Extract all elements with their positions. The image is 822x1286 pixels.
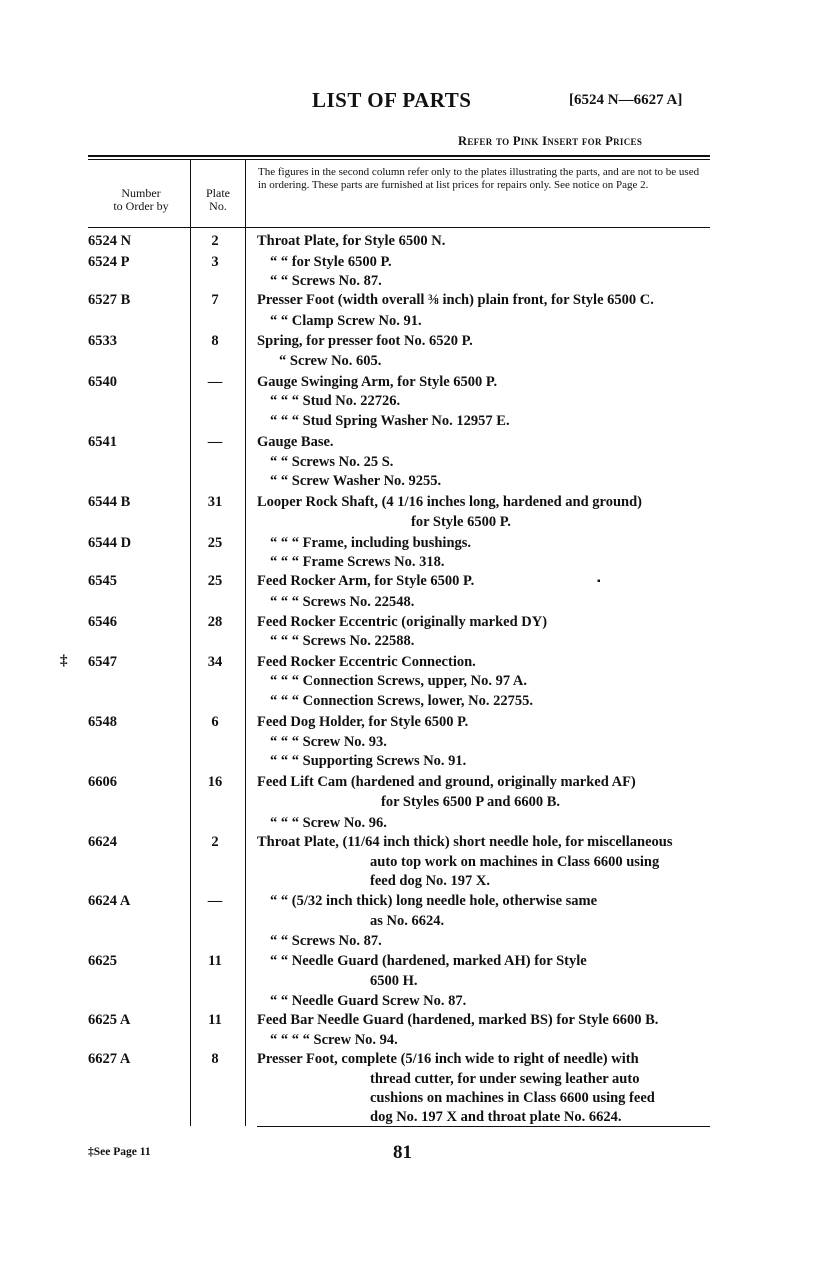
plate-number: 8 — [211, 1051, 219, 1067]
plate-number: 7 — [211, 292, 219, 308]
plate-number: 25 — [207, 535, 223, 551]
part-description: Feed Dog Holder, for Style 6500 P. — [257, 714, 469, 730]
plate-number: 11 — [208, 953, 222, 969]
plate-number: — — [207, 893, 223, 909]
part-number: 6624 — [88, 834, 117, 850]
header-rule — [88, 155, 710, 157]
footnote-mark: ‡ — [60, 653, 68, 669]
page-number: 81 — [393, 1142, 412, 1163]
part-description: “ “ “ Screw No. 93. — [270, 734, 387, 750]
footnote: ‡See Page 11 — [88, 1146, 151, 1158]
part-description: “ “ “ Screw No. 96. — [270, 815, 387, 831]
part-description: “ “ “ Frame, including bushings. — [270, 535, 472, 551]
part-number: 6541 — [88, 434, 117, 450]
part-description: thread cutter, for under sewing leather auto — [370, 1071, 640, 1087]
part-description: “ “ “ “ Screw No. 94. — [270, 1032, 398, 1048]
part-description: “ “ “ Frame Screws No. 318. — [270, 554, 445, 570]
part-description: feed dog No. 197 X. — [370, 873, 491, 889]
part-description: “ “ Needle Guard (hardened, marked AH) for Style — [270, 953, 587, 969]
part-description: “ Screw No. 605. — [279, 353, 382, 369]
plate-number: 34 — [207, 654, 223, 670]
part-description: 6500 H. — [370, 973, 418, 989]
price-reference-note: Refer to Pink Insert for Prices — [458, 134, 643, 148]
part-description: for Style 6500 P. — [411, 514, 511, 530]
plate-number: — — [207, 434, 223, 450]
part-number: 6544 B — [88, 494, 131, 510]
part-description: Presser Foot (width overall ⅜ inch) plain front, for Style 6500 C. — [257, 292, 654, 308]
part-description: Gauge Swinging Arm, for Style 6500 P. — [257, 374, 498, 390]
part-description: Feed Rocker Eccentric Connection. — [257, 654, 476, 670]
part-description: Feed Bar Needle Guard (hardened, marked BS) for Style 6600 B. — [257, 1012, 659, 1028]
plate-number: — — [207, 374, 223, 390]
part-number: 6524 P — [88, 254, 130, 270]
part-description: as No. 6624. — [370, 913, 445, 929]
part-description: “ “ “ Screws No. 22588. — [270, 633, 415, 649]
part-number: 6533 — [88, 333, 117, 349]
plate-number: 8 — [211, 333, 219, 349]
part-number: 6544 D — [88, 535, 132, 551]
part-number: 6527 B — [88, 292, 131, 308]
part-number: 6627 A — [88, 1051, 131, 1067]
footer-rule — [257, 1126, 710, 1127]
column-header-plate-line1: Plate — [206, 186, 230, 200]
plate-number: 16 — [207, 774, 223, 790]
plate-number: 25 — [207, 573, 223, 589]
plate-number: 2 — [211, 834, 219, 850]
plate-number: 6 — [211, 714, 219, 730]
part-number: 6625 — [88, 953, 117, 969]
part-description: “ “ Needle Guard Screw No. 87. — [270, 993, 467, 1009]
part-description: cushions on machines in Class 6600 using feed — [370, 1090, 655, 1106]
plate-number: 11 — [208, 1012, 222, 1028]
part-description: Feed Rocker Arm, for Style 6500 P. — [257, 573, 475, 589]
column-header-number-line2: to Order by — [113, 199, 169, 213]
part-number: 6540 — [88, 374, 117, 390]
page-title: LIST OF PARTS — [312, 88, 472, 112]
part-description: “ “ “ Supporting Screws No. 91. — [270, 753, 467, 769]
part-description: “ “ Clamp Screw No. 91. — [270, 313, 422, 329]
part-number: 6625 A — [88, 1012, 131, 1028]
part-description: “ “ “ Stud No. 22726. — [270, 393, 401, 409]
part-number: 6548 — [88, 714, 117, 730]
column-divider-right — [245, 160, 246, 1126]
part-description: “ “ “ Connection Screws, upper, No. 97 A. — [270, 673, 527, 689]
part-description: “ “ “ Screws No. 22548. — [270, 594, 415, 610]
plate-number: 2 — [211, 233, 219, 249]
column-header-number — [96, 187, 186, 213]
plate-number: 3 — [211, 254, 219, 270]
part-description: “ “ Screws No. 25 S. — [270, 454, 394, 470]
part-description: Looper Rock Shaft, (4 1/16 inches long, hardened and ground) — [257, 494, 642, 510]
part-description: Feed Lift Cam (hardened and ground, originally marked AF) — [257, 774, 636, 790]
part-description: “ “ “ Stud Spring Washer No. 12957 E. — [270, 413, 510, 429]
part-number: 6547 — [88, 654, 117, 670]
column-header-number-line1: Number — [121, 186, 161, 200]
ordering-notice: The figures in the second column refer only to the plates illustrating the parts, and are not to be used in ordering. These parts are furnished at list prices for repairs only. See notice on Page 2. — [258, 166, 700, 191]
part-description: “ “ for Style 6500 P. — [270, 254, 392, 270]
part-description: dog No. 197 X and throat plate No. 6624. — [370, 1109, 622, 1125]
part-description: “ “ Screws No. 87. — [270, 933, 382, 949]
part-range: [6524 N—6627 A] — [569, 92, 683, 108]
header-rule-thin — [88, 159, 710, 160]
part-number: 6546 — [88, 614, 117, 630]
part-number: 6606 — [88, 774, 117, 790]
part-description: Throat Plate, (11/64 inch thick) short needle hole, for miscellaneous — [257, 834, 673, 850]
part-description: Throat Plate, for Style 6500 N. — [257, 233, 446, 249]
part-description: Gauge Base. — [257, 434, 334, 450]
part-number: 6545 — [88, 573, 117, 589]
part-number: 6524 N — [88, 233, 132, 249]
part-description: Feed Rocker Eccentric (originally marked DY) — [257, 614, 548, 630]
part-description: auto top work on machines in Class 6600 using — [370, 854, 660, 870]
stray-mark: ▪ — [597, 576, 601, 587]
part-description: for Styles 6500 P and 6600 B. — [381, 794, 560, 810]
column-header-plate — [192, 187, 244, 213]
column-header-rule — [88, 227, 710, 228]
part-description: Presser Foot, complete (5/16 inch wide to right of needle) with — [257, 1051, 639, 1067]
part-description: “ “ “ Connection Screws, lower, No. 22755. — [270, 693, 534, 709]
part-number: 6624 A — [88, 893, 131, 909]
plate-number: 31 — [207, 494, 223, 510]
part-description: Spring, for presser foot No. 6520 P. — [257, 333, 473, 349]
plate-number: 28 — [207, 614, 223, 630]
column-header-plate-line2: No. — [209, 199, 227, 213]
part-description: “ “ Screw Washer No. 9255. — [270, 473, 442, 489]
part-description: “ “ Screws No. 87. — [270, 273, 382, 289]
part-description: “ “ (5/32 inch thick) long needle hole, otherwise same — [270, 893, 598, 909]
